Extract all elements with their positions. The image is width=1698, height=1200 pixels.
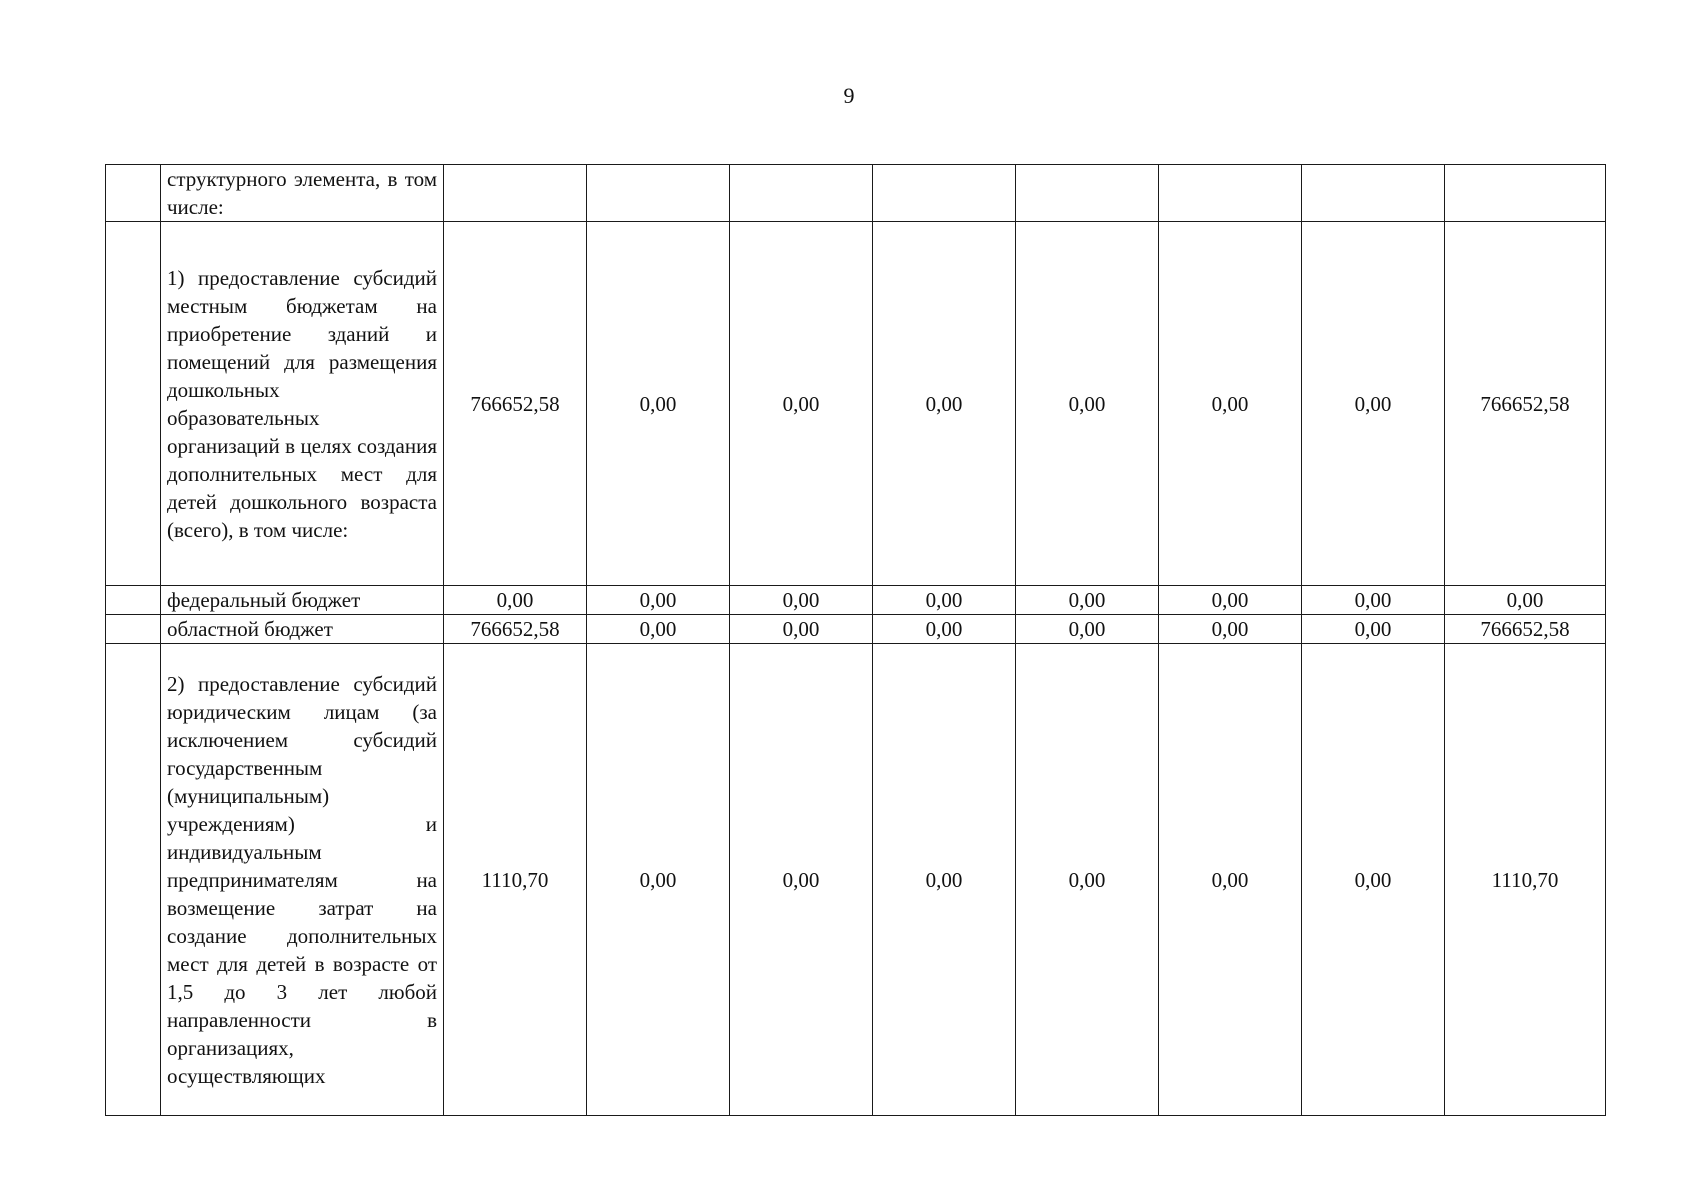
value-cell: 0,00 <box>1159 644 1302 1116</box>
table-row <box>106 165 1606 222</box>
value-cell: 766652,58 <box>1445 615 1606 644</box>
value-cell: 0,00 <box>1159 586 1302 615</box>
table-row <box>106 222 1606 586</box>
row-description: областной бюджет <box>161 615 444 644</box>
row-description-text: 1) предоставление субсидий местным бюджетам на приобретение зданий и помещений для размещения дошкольных образовательных организаций в целях создания дополнительных мест для детей дошкольного возраста (всего), в том числе: <box>167 265 437 542</box>
row-description-text: 2) предоставление субсидий юридическим лицам (за исключением субсидий государственным (муниципальным) учреждениям) и индивидуальным предпринимателям на возмещение затрат на создание дополнительных мест для детей в возрасте от 1,5 до 3 лет любой направленности в организациях, осуществляющих <box>167 671 437 1088</box>
value-cell: 0,00 <box>873 615 1016 644</box>
row-number-cell <box>106 222 161 586</box>
row-number-cell <box>106 615 161 644</box>
page-number: 9 <box>843 83 855 108</box>
value-cell: 0,00 <box>1016 222 1159 586</box>
value-cell <box>730 165 873 222</box>
value-cell <box>587 165 730 222</box>
value-cell: 0,00 <box>1016 586 1159 615</box>
row-description: федеральный бюджет <box>161 586 444 615</box>
row-description <box>161 165 444 222</box>
value-cell: 0,00 <box>1302 615 1445 644</box>
value-cell <box>1302 165 1445 222</box>
value-cell: 0,00 <box>1302 644 1445 1116</box>
row-description-text: структурного элемента, в том числе: <box>167 167 437 219</box>
table-row <box>106 615 1606 644</box>
value-cell: 0,00 <box>587 644 730 1116</box>
value-cell: 0,00 <box>587 222 730 586</box>
value-cell: 0,00 <box>1016 615 1159 644</box>
value-cell: 766652,58 <box>444 222 587 586</box>
row-number-cell <box>106 586 161 615</box>
value-cell: 0,00 <box>1159 615 1302 644</box>
value-cell: 0,00 <box>444 586 587 615</box>
value-cell: 0,00 <box>730 586 873 615</box>
value-cell: 0,00 <box>873 586 1016 615</box>
value-cell: 0,00 <box>730 644 873 1116</box>
row-description <box>161 222 444 586</box>
value-cell: 0,00 <box>873 644 1016 1116</box>
value-cell: 0,00 <box>730 222 873 586</box>
budget-table <box>105 164 1606 1116</box>
value-cell: 0,00 <box>587 586 730 615</box>
value-cell: 0,00 <box>587 615 730 644</box>
value-cell <box>873 165 1016 222</box>
value-cell: 0,00 <box>1016 644 1159 1116</box>
value-cell: 1110,70 <box>1445 644 1606 1116</box>
value-cell: 0,00 <box>1445 586 1606 615</box>
value-cell <box>1016 165 1159 222</box>
value-cell: 0,00 <box>730 615 873 644</box>
value-cell <box>1159 165 1302 222</box>
table-row <box>106 586 1606 615</box>
value-cell: 1110,70 <box>444 644 587 1116</box>
row-description <box>161 644 444 1116</box>
value-cell: 766652,58 <box>444 615 587 644</box>
row-number-cell <box>106 165 161 222</box>
value-cell <box>444 165 587 222</box>
table-row <box>106 644 1606 1116</box>
value-cell: 0,00 <box>1159 222 1302 586</box>
value-cell: 0,00 <box>1302 586 1445 615</box>
row-number-cell <box>106 644 161 1116</box>
value-cell <box>1445 165 1606 222</box>
value-cell: 0,00 <box>873 222 1016 586</box>
value-cell: 0,00 <box>1302 222 1445 586</box>
value-cell: 766652,58 <box>1445 222 1606 586</box>
